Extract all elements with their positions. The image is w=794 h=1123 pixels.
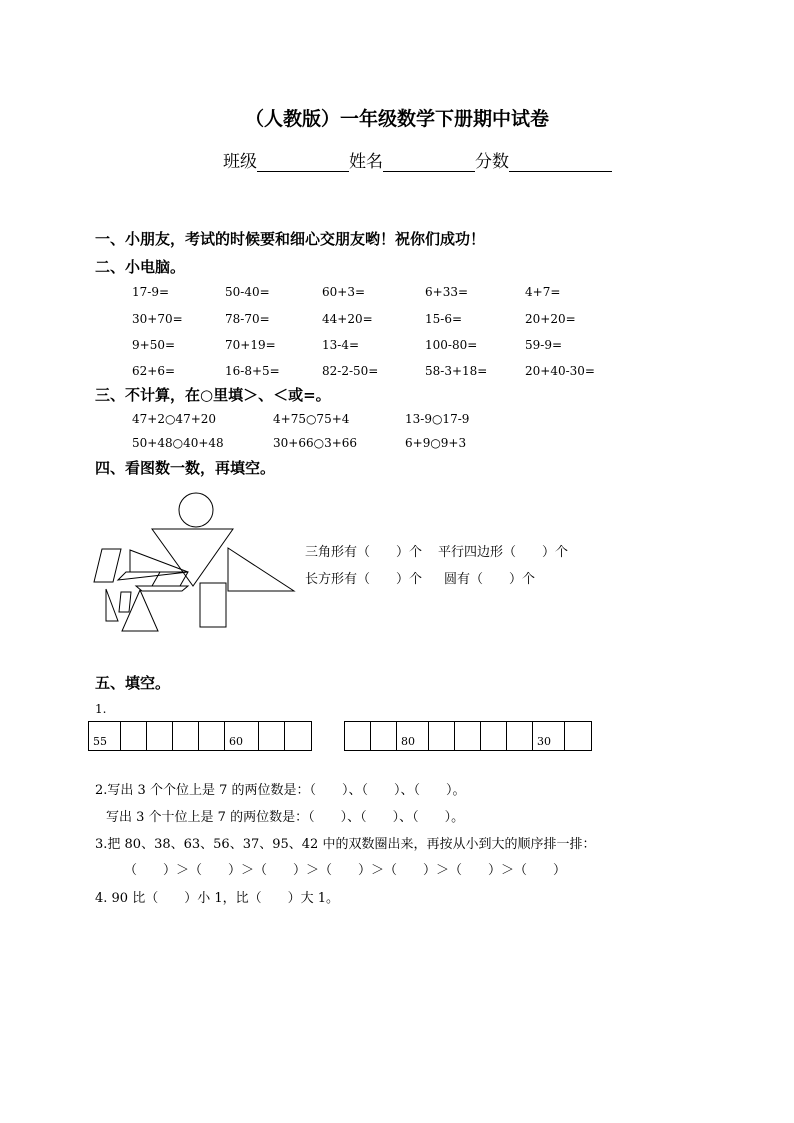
left-quad-shape — [106, 589, 118, 621]
calc-item: 13-4= — [322, 338, 360, 352]
number-box[interactable] — [481, 722, 507, 750]
number-box[interactable] — [121, 722, 147, 750]
compare-item: 6+9○9+3 — [405, 436, 467, 450]
name-label: 姓名 — [349, 152, 383, 172]
number-box[interactable]: 55 — [89, 722, 121, 750]
count-rectangle: 长方形有（ ）个 — [305, 572, 423, 587]
class-blank[interactable] — [257, 155, 349, 172]
calc-item: 15-6= — [425, 312, 463, 326]
right-triangle-shape — [228, 548, 294, 591]
calc-item: 20+40-30= — [525, 364, 595, 378]
compare-item: 13-9○17-9 — [405, 412, 470, 426]
number-box[interactable] — [147, 722, 173, 750]
small-triangle-shape — [130, 550, 188, 572]
number-box[interactable] — [429, 722, 455, 750]
calc-item: 44+20= — [322, 312, 373, 326]
compare-item: 50+48○40+48 — [132, 436, 224, 450]
strip-shape — [136, 586, 188, 591]
bottom-triangle-shape — [122, 590, 158, 631]
section-1-heading: 一、小朋友，考试的时候要和细心交朋友哟！祝你们成功！ — [95, 230, 486, 248]
question-2a: 2.写出 3 个个位上是 7 的两位数是：（ ）、（ ）、（ ）。 — [95, 783, 466, 798]
number-box[interactable] — [173, 722, 199, 750]
calc-item: 20+20= — [525, 312, 576, 326]
number-boxes-left — [88, 721, 312, 751]
rectangle-shape — [200, 583, 226, 627]
calc-item: 6+33= — [425, 285, 469, 299]
calc-item: 59-9= — [525, 338, 563, 352]
calc-item: 100-80= — [425, 338, 478, 352]
page-title: （人教版）一年级数学下册期中试卷 — [244, 108, 549, 130]
calc-item: 16-8+5= — [225, 364, 280, 378]
number-box[interactable] — [371, 722, 397, 750]
number-box[interactable] — [259, 722, 285, 750]
section-4-heading: 四、看图数一数，再填空。 — [95, 459, 276, 477]
number-box[interactable] — [199, 722, 225, 750]
small-rect-shape — [119, 592, 131, 612]
compare-item: 4+75○75+4 — [273, 412, 350, 426]
parallelogram-shape — [94, 549, 121, 582]
calc-item: 70+19= — [225, 338, 276, 352]
question-3-order: （ ）＞（ ）＞（ ）＞（ ）＞（ ）＞（ ）＞（ ） — [124, 863, 567, 878]
calc-item: 4+7= — [525, 285, 561, 299]
question-2b: 写出 3 个十位上是 7 的两位数是：（ ）、（ ）、（ ）。 — [106, 810, 465, 825]
student-info-line — [223, 147, 612, 172]
question-3: 3.把 80、38、63、56、37、95、42 中的双数圈出来，再按从小到大的顺序排一排： — [95, 837, 596, 852]
calc-item: 17-9= — [132, 285, 170, 299]
number-box[interactable] — [455, 722, 481, 750]
number-box[interactable]: 60 — [225, 722, 259, 750]
section-2-heading: 二、小电脑。 — [95, 258, 186, 276]
calc-item: 50-40= — [225, 285, 270, 299]
compare-item: 30+66○3+66 — [273, 436, 358, 450]
score-label: 分数 — [475, 152, 509, 172]
score-blank[interactable] — [509, 155, 612, 172]
count-parallelogram: 平行四边形（ ）个 — [438, 545, 569, 560]
number-box[interactable] — [507, 722, 533, 750]
class-label: 班级 — [223, 152, 257, 172]
number-box[interactable] — [565, 722, 591, 750]
calc-item: 30+70= — [132, 312, 183, 326]
number-box[interactable] — [285, 722, 311, 750]
count-triangle: 三角形有（ ）个 — [305, 545, 423, 560]
shapes-figure — [88, 488, 303, 640]
count-circle: 圆有（ ）个 — [444, 572, 536, 587]
number-boxes-right — [344, 721, 592, 751]
calc-item: 78-70= — [225, 312, 270, 326]
number-box[interactable] — [345, 722, 371, 750]
q1-label: 1. — [95, 702, 107, 716]
calc-item: 82-2-50= — [322, 364, 379, 378]
number-box[interactable]: 30 — [533, 722, 565, 750]
calc-item: 62+6= — [132, 364, 176, 378]
circle-shape — [179, 493, 213, 527]
name-blank[interactable] — [383, 155, 475, 172]
calc-item: 58-3+18= — [425, 364, 488, 378]
question-4: 4. 90 比（ ）小 1，比（ ）大 1。 — [95, 891, 340, 906]
thin-triangle-shape — [118, 572, 188, 580]
big-triangle-shape — [152, 529, 233, 586]
number-box[interactable]: 80 — [397, 722, 429, 750]
calc-item: 60+3= — [322, 285, 366, 299]
section-5-heading: 五、填空。 — [95, 674, 171, 692]
section-3-heading: 三、不计算，在○里填＞、＜或=。 — [95, 386, 331, 404]
compare-item: 47+2○47+20 — [132, 412, 217, 426]
calc-item: 9+50= — [132, 338, 176, 352]
